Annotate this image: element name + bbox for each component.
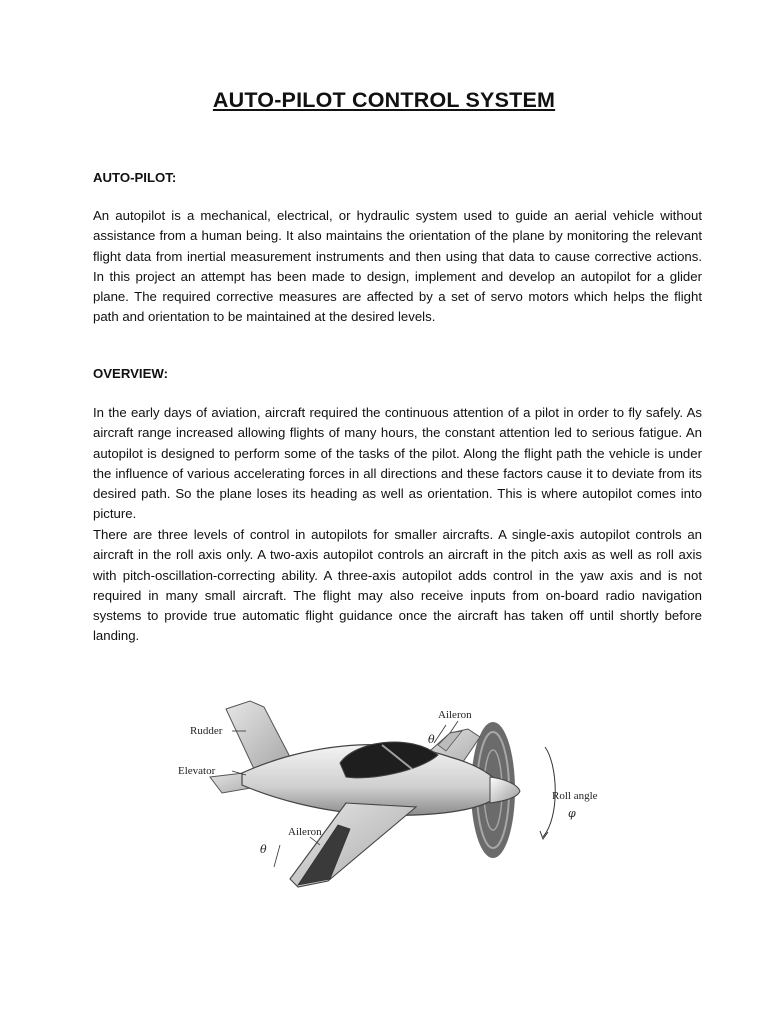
spinner [490,777,520,803]
paragraph-overview-history: In the early days of aviation, aircraft required the continuous attention of a pilot in order to fly safely. As aircraft range increased allowing flights of many hours, the constant attention led to serious fatigue. An autopilot is designed to perform some of the tasks of the pilot. Along the flight path the vehicle is under the influence of various accelerating forces in all directions and these factors cause it to deviate from its desired path. So the plane loses its heading as well as orientation. This is where autopilot comes into picture. [93,405,702,522]
paragraph-overview-levels: There are three levels of control in autopilots for smaller aircrafts. A single-axis autopilot controls an aircraft in the roll axis only. A two-axis autopilot controls an aircraft in the pitch axis as well as roll axis with pitch-oscillation-correcting ability. A three-axis autopilot adds control in the yaw axis and is not required in many small aircraft. The flight may also receive inputs from on-board radio navigation systems to provide true automatic flight guidance once the aircraft has taken off until shortly before landing. [93,527,702,644]
rudder-label: Rudder [190,725,223,737]
aileron-bottom-label: Aileron [288,826,322,838]
page-title: AUTO-PILOT CONTROL SYSTEM [212,88,556,112]
paragraph-autopilot-definition: An autopilot is a mechanical, electrical, or hydraulic system used to guide an aerial vehicle without assistance from a human being. It also maintains the orientation of the plane by monitoring the relevant flight data from inertial measurement instruments and then using that data to cause corrective actions. In this project an attempt has been made to design, implement and develop an autopilot for a glider plane. The required corrective measures are affected by a set of servo motors which helps the flight path and orientation to be maintained at the desired levels. [93,208,702,325]
aircraft-figure [150,685,630,920]
theta-bottom-symbol: θ [260,843,267,856]
theta-top-symbol: θ [428,733,435,746]
phi-symbol: φ [568,807,576,820]
section-heading-autopilot: AUTO-PILOT: [93,170,177,185]
elevator-label: Elevator [178,765,216,777]
aircraft-control-surfaces-diagram [150,685,630,920]
aileron-top-label: Aileron [438,709,472,721]
section-heading-overview: OVERVIEW: [93,366,168,381]
roll-angle-label: Roll angle [552,790,598,802]
